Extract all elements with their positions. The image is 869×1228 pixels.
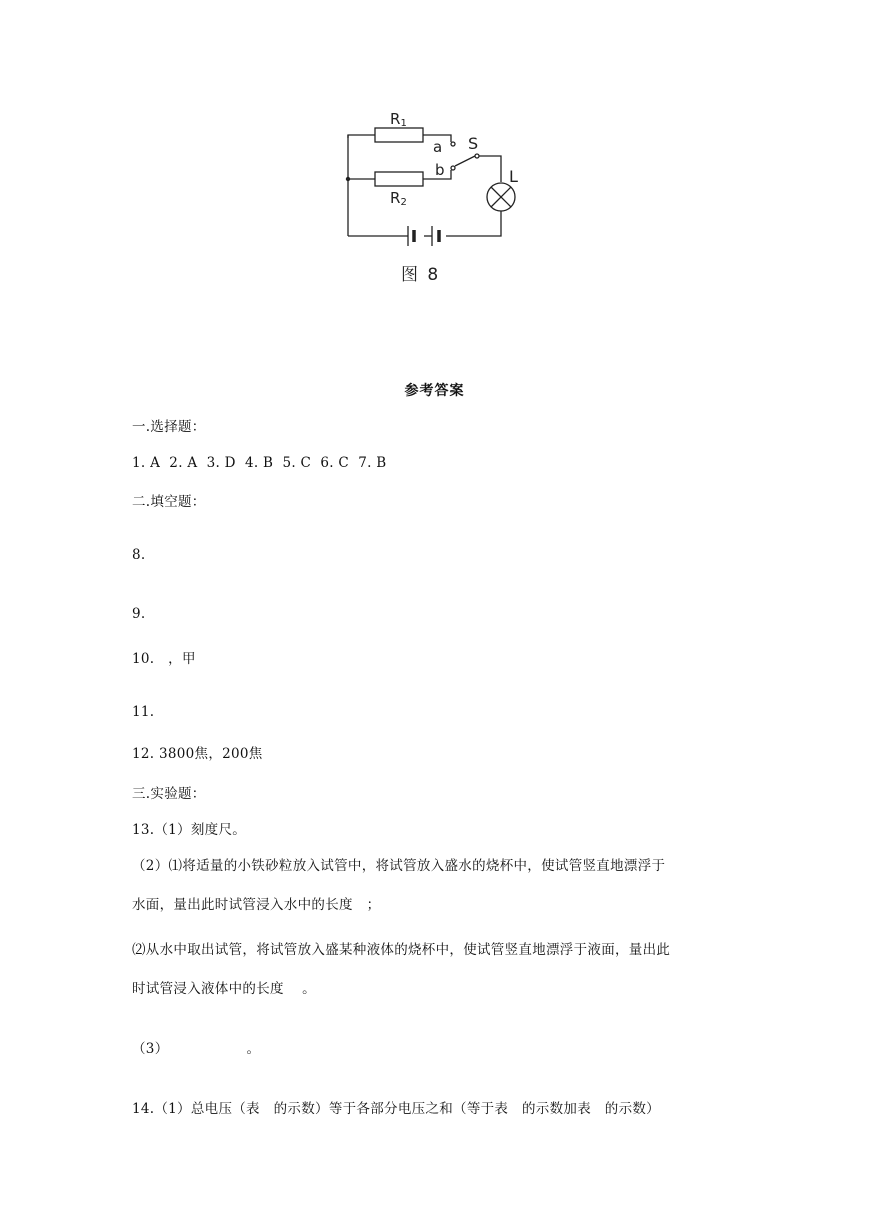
svg-text:R1 xyxy=(390,110,407,129)
answer-8: 8. xyxy=(132,547,146,563)
answer-13-part1: 13.（1）刻度尺。 xyxy=(132,822,247,838)
answer-13-part2-line4: 时试管浸入液体中的长度 。 xyxy=(132,981,316,997)
answer-9: 9. xyxy=(132,606,146,622)
label-b: b xyxy=(435,161,445,179)
answer-13-part2-line3: ⑵从水中取出试管，将试管放入盛某种液体的烧杯中，使试管竖直地漂浮于液面，量出此 xyxy=(132,942,671,958)
section-choice-heading: 一.选择题： xyxy=(132,419,206,435)
figure-caption: 图 8 xyxy=(401,265,441,285)
wire-lamp-to-battery xyxy=(446,211,501,236)
wire-switch-to-lamp xyxy=(479,156,501,182)
label-s: S xyxy=(468,134,479,153)
answer-11: 11. xyxy=(132,704,155,720)
contact-a xyxy=(451,142,455,146)
wire-top-branch xyxy=(348,135,375,138)
label-r1-sub: 1 xyxy=(400,118,407,129)
answer-14-part1: 14.（1）总电压（表 的示数）等于各部分电压之和（等于表 的示数加表 的示数） xyxy=(132,1101,660,1117)
label-l: L xyxy=(509,167,518,186)
section-fill-heading: 二.填空题： xyxy=(132,494,206,510)
contact-b xyxy=(451,166,455,170)
answer-10: 10. ，甲 xyxy=(132,651,196,667)
junction-dot xyxy=(346,177,350,181)
circuit-diagram xyxy=(0,0,869,300)
section-experiment-heading: 三.实验题： xyxy=(132,786,206,802)
resistor-r1 xyxy=(375,128,423,142)
answer-13-part2-line2: 水面，量出此时试管浸入水中的长度 ； xyxy=(132,897,381,913)
switch-pivot xyxy=(475,154,479,158)
label-r2: R xyxy=(390,189,401,207)
label-r1: R xyxy=(390,110,401,128)
answer-13-part2-line1: （2）⑴将适量的小铁砂粒放入试管中，将试管放入盛水的烧杯中，使试管竖直地漂浮于 xyxy=(132,858,666,874)
switch-blade xyxy=(455,156,475,166)
choice-answers: 1. A 2. A 3. D 4. B 5. C 6. C 7. B xyxy=(132,455,387,471)
answer-12: 12. 3800焦，200焦 xyxy=(132,746,263,762)
label-r2-sub: 2 xyxy=(400,197,407,208)
svg-text:R2 xyxy=(390,189,407,208)
answer-13-part3: （3） 。 xyxy=(132,1041,261,1057)
label-a: a xyxy=(433,138,443,156)
resistor-r2 xyxy=(375,172,423,186)
answer-key-title: 参考答案 xyxy=(404,383,465,399)
